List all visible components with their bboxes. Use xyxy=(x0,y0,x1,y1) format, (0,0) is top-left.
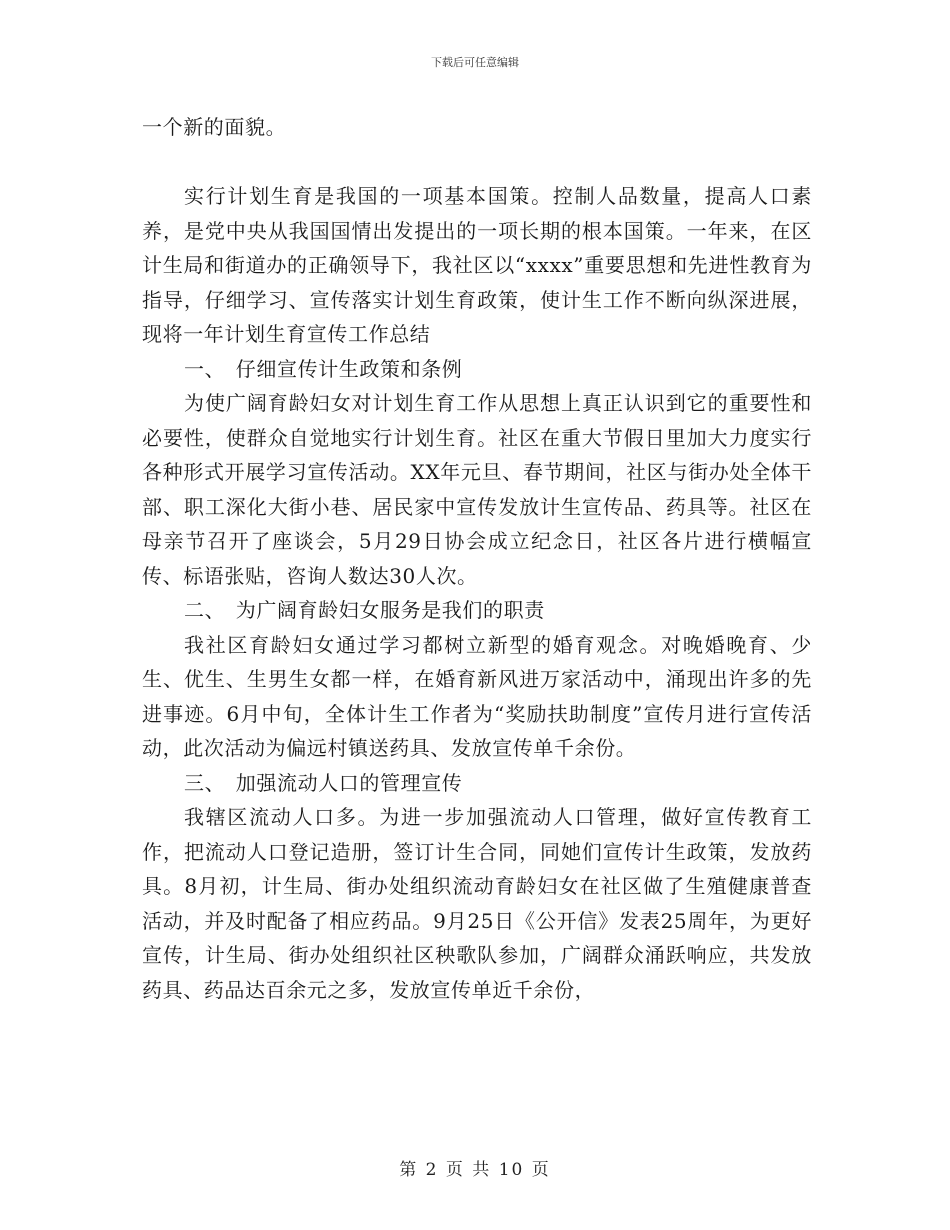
document-body xyxy=(142,110,812,1007)
section-heading-3: 三、 加强流动人口的管理宣传 xyxy=(184,770,463,795)
paragraph-continuation: 一个新的面貌。 xyxy=(142,115,287,139)
paragraph-section-1: 为使广阔育龄妇女对计划生育工作从思想上真正认识到它的重要性和必要性，使群众自觉地实行计划生育。社区在重大节假日里加大力度实行各种形式开展学习宣传活动。XX年元旦、春节期间，社区与街办处全体干部、职工深化大街小巷、居民家中宣传发放计生宣传品、药具等。社区在母亲节召开了座谈会，5月29日协会成立纪念日，社区各片进行横幅宣传、标语张贴，咨询人数达30人次。 xyxy=(142,391,812,588)
paragraph-intro: 实行计划生育是我国的一项基本国策。控制人品数量，提高人口素养，是党中央从我国国情出发提出的一项长期的根本国策。一年来，在区计生局和街道办的正确领导下，我社区以“xxxx”重要思想和先进性教育为指导，仔细学习、宣传落实计划生育政策，使计生工作不断向纵深进展，现将一年计划生育宣传工作总结 xyxy=(142,184,812,346)
page-number: 第 2 页 共 10 页 xyxy=(399,1160,551,1180)
section-heading-1: 一、 仔细宣传计生政策和条例 xyxy=(184,356,463,381)
section-heading-2: 二、 为广阔育龄妇女服务是我们的职责 xyxy=(184,598,545,622)
paragraph-section-2: 我社区育龄妇女通过学习都树立新型的婚育观念。对晚婚晚育、少生、优生、生男生女都一样，在婚育新风进万家活动中，涌现出许多的先进事迹。6月中旬，全体计生工作者为“奖励扶助制度”宣传月进行宣传活动，此次活动为偏远村镇送药具、发放宣传单千余份。 xyxy=(142,632,812,760)
page-header: 下载后可任意编辑 xyxy=(431,56,519,69)
paragraph-section-3: 我辖区流动人口多。为进一步加强流动人口管理，做好宣传教育工作，把流动人口登记造册，签订计生合同，同她们宣传计生政策，发放药具。8月初，计生局、街办处组织流动育龄妇女在社区做了生殖健康普查活动，并及时配备了相应药品。9月25日《公开信》发表25周年，为更好宣传，计生局、街办处组织社区秧歌队参加，广阔群众涌跃响应，共发放药具、药品达百余元之多，发放宣传单近千余份， xyxy=(142,805,812,1002)
